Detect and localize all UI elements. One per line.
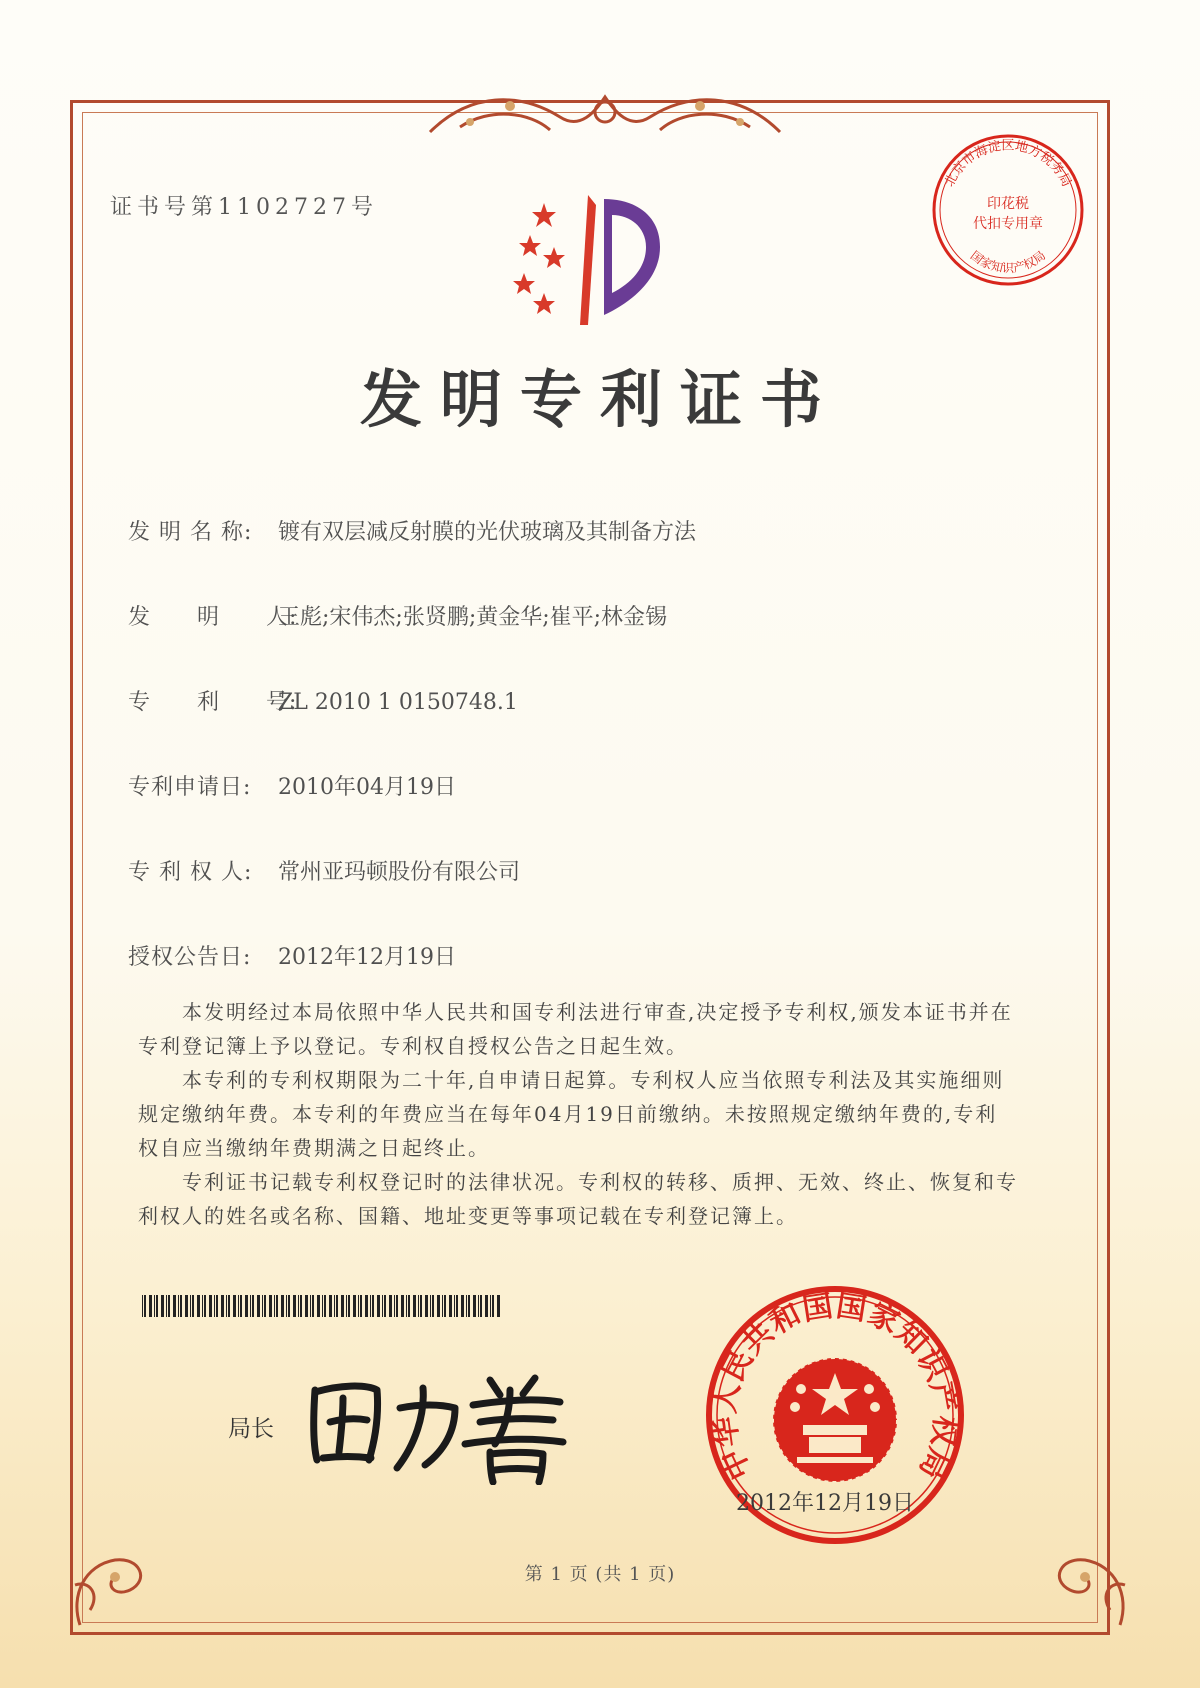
- tax-stamp-line1: 印花税: [987, 196, 1029, 212]
- patent-number-label: 专 利 号:: [128, 690, 298, 715]
- patent-number-value: ZL 2010 1 0150748.1: [278, 690, 518, 715]
- barcode: [142, 1295, 502, 1317]
- body-paragraph-2: 本专利的专利权期限为二十年,自申请日起算。专利权人应当依照专利法及其实施细则规定缴纳年费。本专利的年费应当在每年04月19日前缴纳。未按照规定缴纳年费的,专利权自应当缴纳年费期满之日起终止。: [138, 1068, 1005, 1160]
- grant-date-value: 2012年12月19日: [278, 945, 456, 970]
- patentee-value: 常州亚玛顿股份有限公司: [278, 860, 521, 885]
- svg-text:北京市海淀区地方税务局: [942, 138, 1074, 189]
- field-grant-date: [128, 940, 456, 971]
- tax-stamp: [928, 130, 1088, 290]
- certificate-number: 证书号第1102727号: [110, 195, 378, 220]
- invention-name-label: 发 明 名 称:: [128, 520, 253, 545]
- patentee-label: 专 利 权 人:: [128, 860, 253, 885]
- top-ornament: [410, 72, 800, 152]
- page-number: 第 1 页 (共 1 页): [524, 1564, 676, 1585]
- national-emblem-icon: [773, 1358, 897, 1482]
- tax-stamp-line2: 代扣专用章: [973, 216, 1043, 232]
- inventors-value: 王彪;宋伟杰;张贤鹏;黄金华;崔平;林金锡: [278, 605, 668, 630]
- patent-office-logo: [500, 185, 690, 335]
- body-paragraph-1: 本发明经过本局依照中华人民共和国专利法进行审查,决定授予专利权,颁发本证书并在专利登记簿上予以登记。专利权自授权公告之日起生效。: [138, 1000, 1013, 1058]
- field-inventors: [128, 600, 667, 631]
- tax-stamp-ring-text: 北京市海淀区地方税务局: [942, 138, 1074, 190]
- seal-ring-text: 中华人民共和国国家知识产权局: [707, 1288, 963, 1486]
- field-filing-date: [128, 770, 456, 801]
- field-invention-name: [128, 515, 696, 546]
- body-paragraph-3: 专利证书记载专利权登记时的法律状况。专利权的转移、质押、无效、终止、恢复和专利权人的姓名或名称、国籍、地址变更等事项记载在专利登记簿上。: [138, 1170, 1018, 1228]
- seal-date: 2012年12月19日: [736, 1491, 914, 1516]
- director-signature: [305, 1360, 570, 1485]
- certificate-title: 发明专利证书: [359, 363, 840, 436]
- invention-name-value: 镀有双层减反射膜的光伏玻璃及其制备方法: [278, 520, 697, 545]
- filing-date-label: 专利申请日:: [128, 775, 252, 800]
- filing-date-value: 2010年04月19日: [278, 775, 456, 800]
- svg-text:国家知识产权局: [968, 248, 1048, 275]
- inventors-label: 发 明 人:: [128, 605, 298, 630]
- director-label: 局长: [228, 1416, 274, 1442]
- field-patent-number: [128, 685, 518, 716]
- field-patentee: [128, 855, 520, 886]
- certificate-body: [138, 995, 1018, 1233]
- tax-stamp-bottom-text: 国家知识产权局: [967, 248, 1049, 276]
- grant-date-label: 授权公告日:: [128, 945, 252, 970]
